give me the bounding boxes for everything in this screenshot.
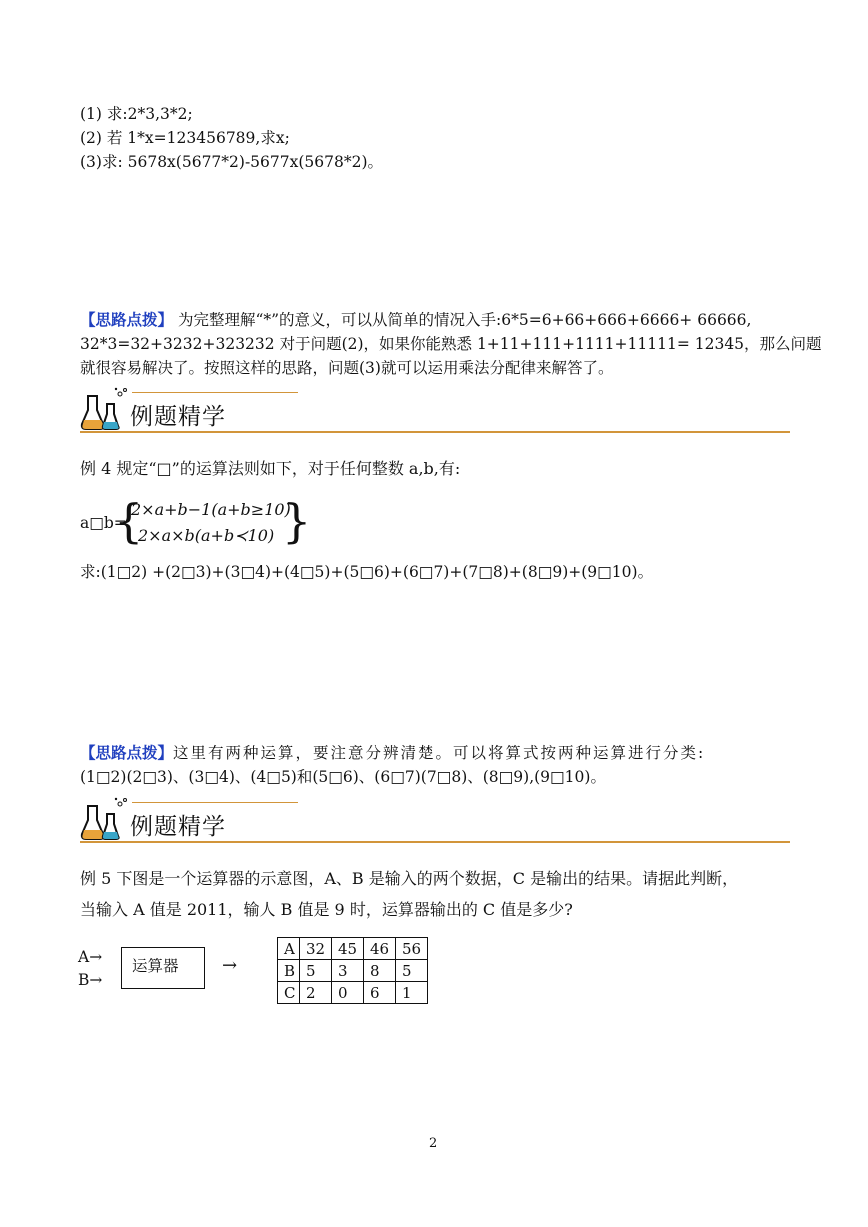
formula-lhs: a□b= xyxy=(80,514,127,532)
input-b-arrow: B→ xyxy=(78,971,103,989)
example4-question: 求:(1□2) +(2□3)+(3□4)+(4□5)+(5□6)+(6□7)+(7□8)+(8□9)+(9□10)。 xyxy=(80,563,654,581)
right-brace: } xyxy=(282,494,312,548)
problem-part-1: (1) 求:2*3,3*2; xyxy=(80,105,193,123)
example5-line1: 例 5 下图是一个运算器的示意图，A、B 是输入的两个数据，C 是输出的结果。请据此判断， xyxy=(80,869,739,888)
header-top-rule xyxy=(132,392,298,393)
hint-label: 【思路点拨】 xyxy=(80,744,174,762)
section-header-2 xyxy=(80,796,790,846)
operator-machine-box xyxy=(121,947,205,989)
hint2-line2: (1□2)(2□3)、(3□4)、(4□5)和(5□6)、(6□7)(7□8)、(8□9),(9□10)。 xyxy=(80,768,606,786)
section-divider xyxy=(80,841,790,843)
hint2-line1: 【思路点拨】这里有两种运算，要注意分辨清楚。可以将算式按两种运算进行分类: xyxy=(80,744,706,762)
header-top-rule xyxy=(132,802,298,803)
formula-case-1: 2×a+b−1(a+b≥10) xyxy=(131,500,291,519)
left-brace: { xyxy=(114,494,144,548)
io-table xyxy=(277,937,428,1004)
example4-formula xyxy=(80,494,340,550)
table-row: A 32 45 46 56 xyxy=(278,938,428,960)
hint1-line2: 32*3=32+3232+323232 对于问题(2)，如果你能熟悉 1+11+111+1111+11111= 12345，那么问题 xyxy=(80,335,822,353)
flask-icon xyxy=(80,386,128,432)
problem-part-3: (3)求: 5678x(5677*2)-5677x(5678*2)。 xyxy=(80,153,384,171)
machine-label: 运算器 xyxy=(132,957,179,975)
section-title: 例题精学 xyxy=(130,814,226,840)
example4-intro: 例 4 规定“□”的运算法则如下，对于任何整数 a,b,有: xyxy=(80,459,461,478)
section-header-1 xyxy=(80,386,790,436)
formula-case-2: 2×a×b(a+b≺10) xyxy=(138,526,275,545)
section-divider xyxy=(80,431,790,433)
page-number: 2 xyxy=(429,1136,438,1151)
table-row: B 5 3 8 5 xyxy=(278,960,428,982)
hint-label: 【思路点拨】 xyxy=(80,311,174,329)
table-row: C 2 0 6 1 xyxy=(278,982,428,1004)
flask-icon xyxy=(80,796,128,842)
example5-line2: 当输入 A 值是 2011，输人 B 值是 9 时，运算器输出的 C 值是多少? xyxy=(80,900,573,919)
input-a-arrow: A→ xyxy=(78,948,103,966)
hint1-line1: 【思路点拨】 为完整理解“*”的意义，可以从简单的情况入手:6*5=6+66+666+6666+ 66666, xyxy=(80,311,752,329)
section-title: 例题精学 xyxy=(130,404,226,430)
output-arrow: → xyxy=(222,955,238,976)
hint1-line3: 就很容易解决了。按照这样的思路，问题(3)就可以运用乘法分配律来解答了。 xyxy=(80,359,614,377)
problem-part-2: (2) 若 1*x=123456789,求x; xyxy=(80,129,290,147)
